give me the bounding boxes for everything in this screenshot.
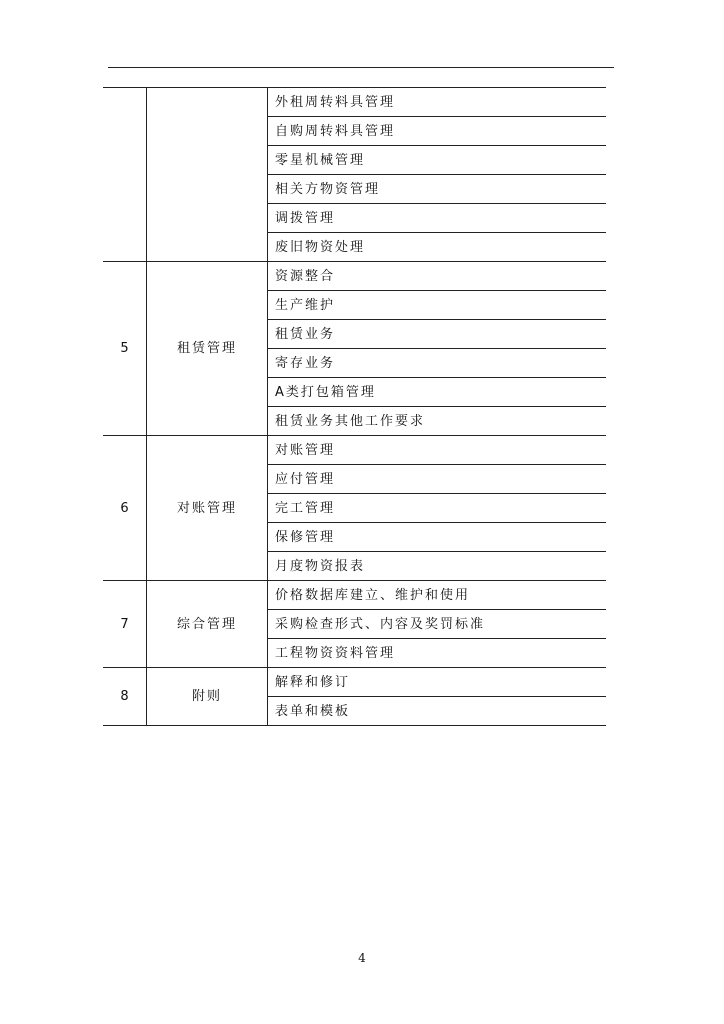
section-item: 相关方物资管理 — [268, 175, 607, 204]
section-item: 解释和修订 — [268, 668, 607, 697]
table-row — [103, 581, 606, 610]
section-item: 租赁业务其他工作要求 — [268, 407, 607, 436]
section-item: 月度物资报表 — [268, 552, 607, 581]
table-row — [103, 436, 606, 465]
table-row — [103, 262, 606, 291]
table-row — [103, 88, 606, 117]
section-item: 保修管理 — [268, 523, 607, 552]
section-item: 表单和模板 — [268, 697, 607, 726]
page-number: 4 — [358, 951, 366, 965]
header-rule — [108, 67, 614, 68]
section-name — [147, 88, 268, 262]
section-item: 废旧物资处理 — [268, 233, 607, 262]
section-item: 生产维护 — [268, 291, 607, 320]
section-number: 6 — [103, 436, 147, 581]
section-item: 调拨管理 — [268, 204, 607, 233]
section-item: 完工管理 — [268, 494, 607, 523]
section-name: 租赁管理 — [147, 262, 268, 436]
section-item: 价格数据库建立、维护和使用 — [268, 581, 607, 610]
section-item: 自购周转料具管理 — [268, 117, 607, 146]
section-item: 寄存业务 — [268, 349, 607, 378]
section-number — [103, 88, 147, 262]
section-item: A类打包箱管理 — [268, 378, 607, 407]
section-item: 采购检查形式、内容及奖罚标准 — [268, 610, 607, 639]
section-number: 5 — [103, 262, 147, 436]
section-item: 对账管理 — [268, 436, 607, 465]
section-item: 工程物资资料管理 — [268, 639, 607, 668]
section-number: 8 — [103, 668, 147, 726]
section-item: 外租周转料具管理 — [268, 88, 607, 117]
section-name: 附则 — [147, 668, 268, 726]
section-number: 7 — [103, 581, 147, 668]
section-item: 资源整合 — [268, 262, 607, 291]
section-name: 对账管理 — [147, 436, 268, 581]
section-item: 零星机械管理 — [268, 146, 607, 175]
table-row — [103, 668, 606, 697]
toc-table — [103, 87, 606, 726]
section-item: 租赁业务 — [268, 320, 607, 349]
section-item: 应付管理 — [268, 465, 607, 494]
section-name: 综合管理 — [147, 581, 268, 668]
